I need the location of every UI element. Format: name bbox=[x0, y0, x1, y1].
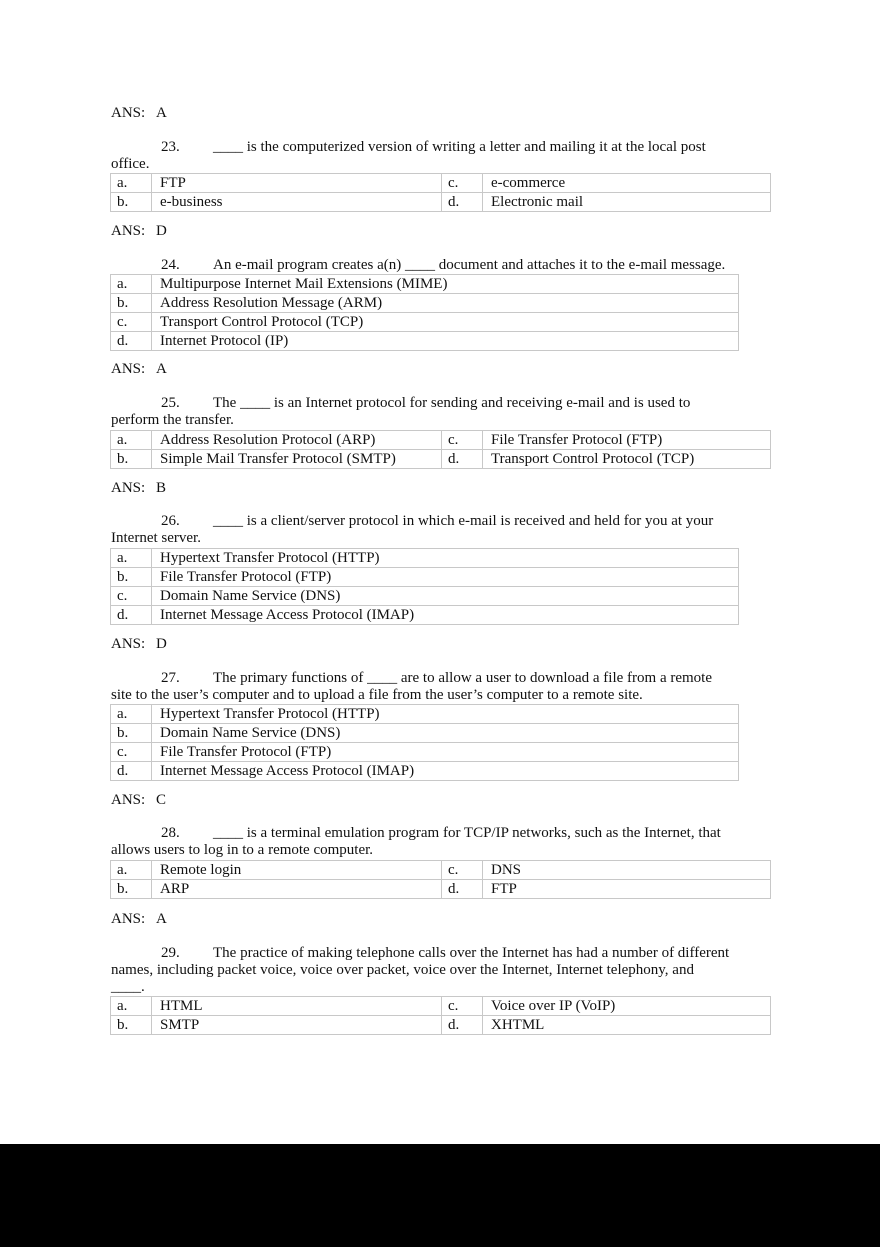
question-text: The primary functions of ____ are to allow a user to download a file from a remote bbox=[213, 670, 713, 686]
table-row bbox=[111, 880, 771, 899]
question-text-cont: allows users to log in to a remote computer. bbox=[111, 842, 374, 858]
table-row bbox=[111, 743, 739, 762]
question-28 bbox=[111, 825, 751, 859]
table-row bbox=[111, 762, 739, 781]
question-text: The practice of making telephone calls over the Internet has had a number of different bbox=[213, 945, 730, 961]
answer-value: D bbox=[156, 223, 167, 239]
question-text-cont: site to the user’s computer and to upload a file from the user’s computer to a remote site. bbox=[111, 687, 643, 703]
answer-value: A bbox=[156, 361, 167, 377]
table-row bbox=[111, 294, 739, 313]
option-letter: c. bbox=[111, 587, 152, 606]
question-text-cont: office. bbox=[111, 156, 150, 172]
options-table-23 bbox=[110, 173, 771, 212]
option-letter: b. bbox=[111, 568, 152, 587]
answer-value: A bbox=[156, 105, 167, 121]
option-text: Simple Mail Transfer Protocol (SMTP) bbox=[152, 450, 442, 469]
answer-label: ANS: bbox=[111, 911, 146, 927]
option-text: Address Resolution Protocol (ARP) bbox=[152, 431, 442, 450]
option-text: DNS bbox=[483, 861, 771, 880]
answer-value: B bbox=[156, 480, 167, 496]
question-number: 27. bbox=[161, 670, 180, 686]
table-row bbox=[111, 174, 771, 193]
answer-27 bbox=[111, 791, 166, 809]
answer-24 bbox=[111, 360, 167, 378]
question-29 bbox=[111, 945, 781, 996]
option-letter: d. bbox=[111, 332, 152, 351]
options-table-29 bbox=[110, 996, 771, 1035]
option-letter: c. bbox=[442, 174, 483, 193]
option-text: FTP bbox=[152, 174, 442, 193]
table-row bbox=[111, 1016, 771, 1035]
option-text: HTML bbox=[152, 997, 442, 1016]
option-text: Electronic mail bbox=[483, 193, 771, 212]
options-table-24 bbox=[110, 274, 739, 351]
answer-value: D bbox=[156, 636, 167, 652]
option-letter: c. bbox=[442, 431, 483, 450]
option-letter: a. bbox=[111, 275, 152, 294]
option-letter: d. bbox=[442, 1016, 483, 1035]
option-text: Remote login bbox=[152, 861, 442, 880]
question-text-cont: ____. bbox=[111, 979, 145, 995]
question-text-cont: perform the transfer. bbox=[111, 412, 234, 428]
option-text: e-commerce bbox=[483, 174, 771, 193]
option-letter: c. bbox=[111, 313, 152, 332]
table-row bbox=[111, 724, 739, 743]
option-letter: a. bbox=[111, 705, 152, 724]
table-row bbox=[111, 587, 739, 606]
option-letter: a. bbox=[111, 174, 152, 193]
question-number: 29. bbox=[161, 945, 180, 961]
table-row bbox=[111, 705, 739, 724]
option-letter: b. bbox=[111, 294, 152, 313]
question-number: 23. bbox=[161, 139, 180, 155]
option-letter: b. bbox=[111, 1016, 152, 1035]
option-letter: b. bbox=[111, 193, 152, 212]
question-text-cont: Internet server. bbox=[111, 530, 201, 546]
option-letter: b. bbox=[111, 880, 152, 899]
options-table-26 bbox=[110, 548, 739, 625]
answer-25 bbox=[111, 479, 166, 497]
answer-label: ANS: bbox=[111, 223, 146, 239]
options-table-28 bbox=[110, 860, 771, 899]
option-text: Address Resolution Message (ARM) bbox=[152, 294, 739, 313]
option-letter: c. bbox=[442, 997, 483, 1016]
option-text: File Transfer Protocol (FTP) bbox=[483, 431, 771, 450]
table-row bbox=[111, 450, 771, 469]
table-row bbox=[111, 431, 771, 450]
option-letter: d. bbox=[111, 762, 152, 781]
question-text: The ____ is an Internet protocol for sending and receiving e-mail and is used to bbox=[213, 395, 691, 411]
table-row bbox=[111, 861, 771, 880]
options-table-27 bbox=[110, 704, 739, 781]
table-row bbox=[111, 193, 771, 212]
option-text: Voice over IP (VoIP) bbox=[483, 997, 771, 1016]
option-text: Transport Control Protocol (TCP) bbox=[152, 313, 739, 332]
question-text-cont: names, including packet voice, voice over packet, voice over the Internet, Internet telephony, and bbox=[111, 962, 694, 978]
option-letter: d. bbox=[442, 450, 483, 469]
option-letter: d. bbox=[111, 606, 152, 625]
option-text: ARP bbox=[152, 880, 442, 899]
option-text: XHTML bbox=[483, 1016, 771, 1035]
question-24 bbox=[111, 257, 771, 274]
answer-label: ANS: bbox=[111, 636, 146, 652]
option-text: FTP bbox=[483, 880, 771, 899]
option-letter: a. bbox=[111, 431, 152, 450]
option-text: Multipurpose Internet Mail Extensions (MIME) bbox=[152, 275, 739, 294]
answer-28 bbox=[111, 910, 167, 928]
table-row bbox=[111, 313, 739, 332]
bottom-black-bar bbox=[0, 1144, 880, 1247]
option-text: Internet Message Access Protocol (IMAP) bbox=[152, 762, 739, 781]
question-text: ____ is the computerized version of writing a letter and mailing it at the local post bbox=[213, 139, 706, 155]
option-text: SMTP bbox=[152, 1016, 442, 1035]
answer-26 bbox=[111, 635, 167, 653]
table-row bbox=[111, 606, 739, 625]
question-text: ____ is a client/server protocol in which e-mail is received and held for you at your bbox=[213, 513, 714, 529]
option-letter: a. bbox=[111, 861, 152, 880]
table-row bbox=[111, 997, 771, 1016]
question-number: 24. bbox=[161, 257, 180, 273]
question-27 bbox=[111, 670, 771, 704]
answer-prev bbox=[111, 104, 167, 122]
table-row bbox=[111, 275, 739, 294]
answer-label: ANS: bbox=[111, 480, 146, 496]
question-text: An e-mail program creates a(n) ____ document and attaches it to the e-mail message. bbox=[213, 257, 726, 273]
table-row bbox=[111, 568, 739, 587]
option-letter: d. bbox=[442, 880, 483, 899]
option-letter: c. bbox=[111, 743, 152, 762]
option-letter: b. bbox=[111, 450, 152, 469]
answer-value: A bbox=[156, 911, 167, 927]
option-letter: b. bbox=[111, 724, 152, 743]
option-text: Hypertext Transfer Protocol (HTTP) bbox=[152, 705, 739, 724]
option-letter: c. bbox=[442, 861, 483, 880]
option-text: Internet Message Access Protocol (IMAP) bbox=[152, 606, 739, 625]
table-row bbox=[111, 332, 739, 351]
answer-label: ANS: bbox=[111, 792, 146, 808]
question-number: 26. bbox=[161, 513, 180, 529]
question-25 bbox=[111, 395, 751, 429]
answer-label: ANS: bbox=[111, 105, 146, 121]
option-text: Domain Name Service (DNS) bbox=[152, 724, 739, 743]
option-letter: a. bbox=[111, 549, 152, 568]
option-text: File Transfer Protocol (FTP) bbox=[152, 743, 739, 762]
question-26 bbox=[111, 513, 751, 547]
table-row bbox=[111, 549, 739, 568]
option-letter: a. bbox=[111, 997, 152, 1016]
option-text: Internet Protocol (IP) bbox=[152, 332, 739, 351]
answer-value: C bbox=[156, 792, 167, 808]
option-text: File Transfer Protocol (FTP) bbox=[152, 568, 739, 587]
answer-23 bbox=[111, 222, 167, 240]
option-text: Hypertext Transfer Protocol (HTTP) bbox=[152, 549, 739, 568]
question-number: 28. bbox=[161, 825, 180, 841]
question-23 bbox=[111, 139, 751, 173]
option-text: Domain Name Service (DNS) bbox=[152, 587, 739, 606]
option-letter: d. bbox=[442, 193, 483, 212]
question-text: ____ is a terminal emulation program for TCP/IP networks, such as the Internet, that bbox=[213, 825, 721, 841]
question-number: 25. bbox=[161, 395, 180, 411]
option-text: Transport Control Protocol (TCP) bbox=[483, 450, 771, 469]
option-text: e-business bbox=[152, 193, 442, 212]
options-table-25 bbox=[110, 430, 771, 469]
answer-label: ANS: bbox=[111, 361, 146, 377]
